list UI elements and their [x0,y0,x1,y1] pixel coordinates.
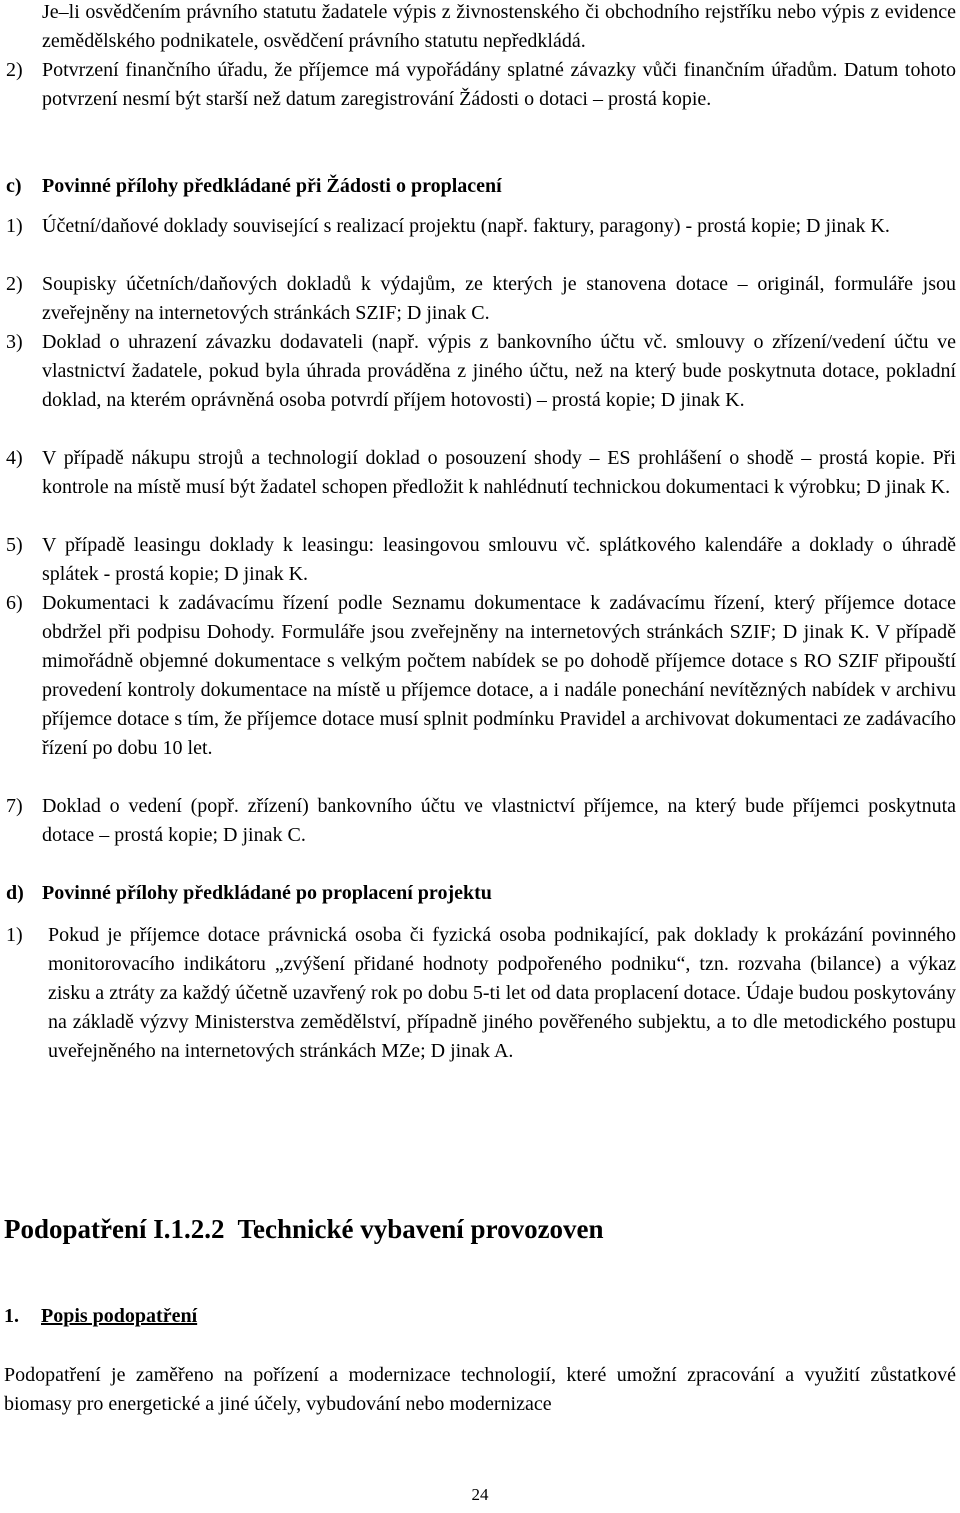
section-c-item-3 [6,328,956,415]
section-d-item-1 [6,921,956,1066]
list-item-number: 2) [6,273,23,295]
list-item-number: 2) [6,59,23,81]
section-c-heading [6,172,502,201]
section-c-item-1 [6,212,956,241]
list-item-text: Potvrzení finančního úřadu, že příjemce má vypořádány splatné závazky vůči finančním úřadům. Datum tohoto potvrzení nesmí být starší než datum zaregistrování Žádosti o dotaci – prostá kopie. [42,59,956,110]
intro-paragraph: Je–li osvědčením právního statutu žadatele výpis z živnostenského či obchodního rejstříku nebo výpis z evidence zemědělského podnikatele, osvědčení právního statutu nepředkládá. [42,1,956,52]
section-c-item-6 [6,589,956,763]
section-d-heading [6,879,492,908]
subchapter-title: Podopatření I.1.2.2 Technické vybavení provozoven [4,1214,604,1244]
section-c-item-2 [6,270,956,328]
list-item-text: Soupisky účetních/daňových dokladů k výdajům, ze kterých je stanovena dotace – originál, formuláře jsou zveřejněny na internetových stránkách SZIF; D jinak C. [42,273,956,324]
section-c-number: c) [6,175,22,197]
section-c-title: Povinné přílohy předkládané při Žádosti o proplacení [42,175,502,197]
list-item-number: 7) [6,795,23,817]
list-item-text: V případě leasingu doklady k leasingu: leasingovou smlouvu vč. splátkového kalendáře a doklady o úhradě splátek - prostá kopie; D jinak K. [42,534,956,585]
list-item-text: Pokud je příjemce dotace právnická osoba či fyzická osoba podnikající, pak doklady k prokázání povinného monitorovacího indikátoru „zvýšení přidané hodnoty podpořeného podniku“, tzn. rozvaha (bilance) a výkaz zisku a ztráty za každý účetně uzavřený rok po dobu 5-ti let od data proplacení dotace. Údaje budou poskytovány na základě výzvy Ministerstva zemědělství, případně jiného pověřeného subjektu, a to dle metodického postupu uveřejněného na internetových stránkách MZe; D jinak A. [48,924,956,1062]
list-item-text: Doklad o vedení (popř. zřízení) bankovního účtu ve vlastnictví příjemce, na který bude příjemci poskytnuta dotace – prostá kopie; D jinak C. [42,795,956,846]
section-d-number: d) [6,882,24,904]
section-d-title: Povinné přílohy předkládané po proplacení projektu [42,882,492,904]
list-item-text: Doklad o uhrazení závazku dodavateli (např. výpis z bankovního účtu vč. smlouvy o zřízení/vedení účtu ve vlastnictví žadatele, pokud byla úhrada prováděna z jiného účtu, než na který bude poskytnuta dotace, pokladní doklad, na kterém oprávněná osoba potvrdí příjem hotovosti) – prostá kopie; D jinak K. [42,331,956,411]
section-1-heading [4,1302,197,1331]
list-item-number: 3) [6,331,23,353]
list-item-text: V případě nákupu strojů a technologií doklad o posouzení shody – ES prohlášení o shodě – prostá kopie. Při kontrole na místě musí být žadatel schopen předložit k nahlédnutí technickou dokumentaci k výrobku; D jinak K. [42,447,956,498]
list-item-number: 1) [6,215,23,237]
list-item-pre-2 [6,56,956,114]
section-1-title: Popis podopatření [41,1305,198,1327]
section-1-paragraph: Podopatření je zaměřeno na pořízení a modernizace technologií, které umožní zpracování a využití zůstatkové biomasy pro energetické a jiné účely, vybudování nebo modernizace [4,1364,956,1415]
list-item-text: Účetní/daňové doklady související s realizací projektu (např. faktury, paragony) - prostá kopie; D jinak K. [42,215,890,237]
section-c-item-7 [6,792,956,850]
page-number: 24 [471,1485,489,1504]
list-item-number: 4) [6,447,23,469]
list-item-number: 1) [6,924,23,946]
section-1-number: 1. [4,1305,19,1327]
section-c-item-4 [6,444,956,502]
list-item-number: 6) [6,592,23,614]
list-item-number: 5) [6,534,23,556]
list-item-text: Dokumentaci k zadávacímu řízení podle Seznamu dokumentace k zadávacímu řízení, který příjemce dotace obdržel při podpisu Dohody. Formuláře jsou zveřejněny na internetových stránkách SZIF; D jinak K. V případě mimořádně objemné dokumentace s velkým počtem nabídek se po dohodě příjemce dotace s RO SZIF připouští provedení kontroly dokumentace na místě u příjemce dotace, a i nadále ponechání nevítězných nabídek v archivu příjemce dotace s tím, že příjemce dotace musí splnit podmínku Pravidel a archivovat dokumentaci ze zadávacího řízení po dobu 10 let. [42,592,956,759]
section-c-item-5 [6,531,956,589]
